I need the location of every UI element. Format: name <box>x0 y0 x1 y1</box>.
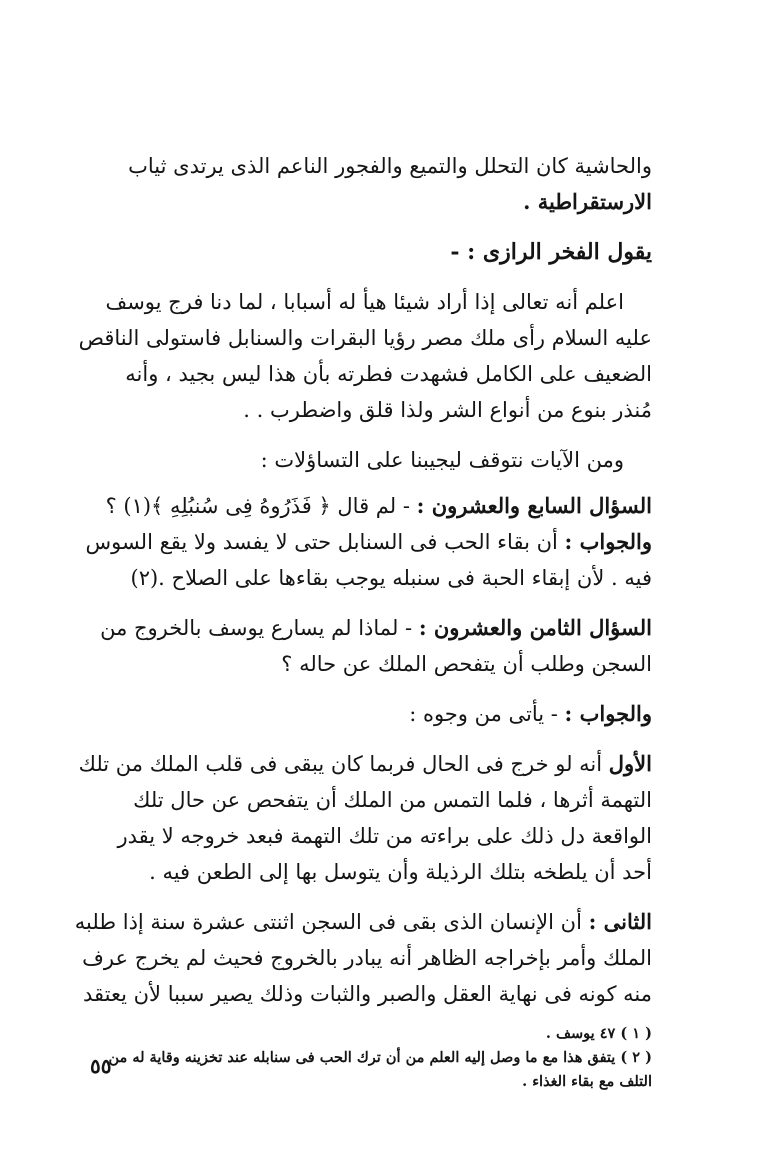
footnote-2-continuation: التلف مع بقاء الغذاء . <box>522 1073 652 1090</box>
text-line: ومن الآيات نتوقف ليجيبنا على التساؤلات : <box>260 448 624 472</box>
footnote-2: ( ٢ ) يتفق هذا مع ما وصل إليه العلم من أن ترك الحب فى سنابله عند تخزينه وقاية له من <box>108 1049 652 1066</box>
question-27 <box>85 488 652 596</box>
text-line <box>78 746 652 782</box>
answer-label: والجواب : <box>564 701 652 726</box>
reason-text: أن الإنسان الذى بقى فى السجن اثنتى عشرة سنة إذا طلبه <box>74 910 582 934</box>
text-line <box>118 696 652 732</box>
question-text: - لماذا لم يسارع يوسف بالخروج من <box>100 616 413 640</box>
text-line <box>74 904 652 940</box>
text-line: والحاشية كان التحلل والتميع والفجور الناعم الذى يرتدى ثياب <box>128 154 652 178</box>
text-line <box>100 610 652 646</box>
verses-intro-paragraph <box>118 442 652 478</box>
text-line: السجن وطلب أن يتفحص الملك عن حاله ؟ <box>281 652 652 676</box>
question-text: - لم قال ﴿ فَذَرُوهُ فِى سُنبُلِهِ ﴾(١) ؟ <box>105 494 410 518</box>
reason-text: أنه لو خرج فى الحال فربما كان يبقى فى قلب الملك من تلك <box>78 752 603 776</box>
text-line: الضعيف على الكامل فشهدت فطرته بأن هذا ليس بجيد ، وأنه <box>125 362 652 386</box>
reason-label: الأول <box>608 751 652 776</box>
text-line: اعلم أنه تعالى إذا أراد شيئا هيأ له أسبابا ، لما دنا فرج يوسف <box>105 290 624 314</box>
text-line <box>105 488 652 524</box>
answer-28 <box>118 696 652 732</box>
answer-text: - يأتى من وجوه : <box>409 702 558 726</box>
text-line: الملك وأمر بإخراجه الظاهر أنه يبادر بالخروج فحيث لم يخرج عرف <box>82 946 652 970</box>
question-28 <box>100 610 652 682</box>
section-heading: يقول الفخر الرازى : - <box>450 239 652 265</box>
question-label: السؤال الثامن والعشرون : <box>418 615 652 640</box>
text-line: الواقعة دل ذلك على براءته من تلك التهمة فبعد خروجه لا يقدر <box>117 824 652 848</box>
razi-paragraph <box>78 284 652 428</box>
question-label: السؤال السابع والعشرون : <box>416 493 652 518</box>
footnote-1: ( ١ ) ٤٧ يوسف . <box>545 1025 652 1042</box>
text-line: الارستقراطية . <box>523 189 652 214</box>
text-line: التهمة أثرها ، فلما التمس من الملك أن يتفحص عن حال تلك <box>133 788 652 812</box>
answer-text: أن بقاء الحب فى السنابل حتى لا يفسد ولا يقع السوس <box>85 530 558 554</box>
text-line <box>85 524 652 560</box>
footnotes <box>108 1022 652 1094</box>
text-line: فيه . لأن إبقاء الحبة فى سنبله يوجب بقاءها على الصلاح .(٢) <box>130 566 652 590</box>
answer-label: والجواب : <box>564 529 652 554</box>
intro-paragraph <box>118 148 652 220</box>
page-number: ٥٥ <box>90 1054 112 1078</box>
text-line: عليه السلام رأى ملك مصر رؤيا البقرات والسنابل فاستولى الناقص <box>78 326 652 350</box>
text-line: مُنذر بنوع من أنواع الشر ولذا قلق واضطرب . . <box>243 398 652 422</box>
text-line: منه كونه فى نهاية العقل والصبر والثبات وذلك يصير سببا لأن يعتقد <box>83 982 652 1006</box>
second-reason <box>74 904 652 1012</box>
reason-label: الثانى : <box>588 909 652 934</box>
text-line: أحد أن يلطخه بتلك الرذيلة وأن يتوسل بها إلى الطعن فيه . <box>149 860 652 884</box>
first-reason <box>78 746 652 890</box>
